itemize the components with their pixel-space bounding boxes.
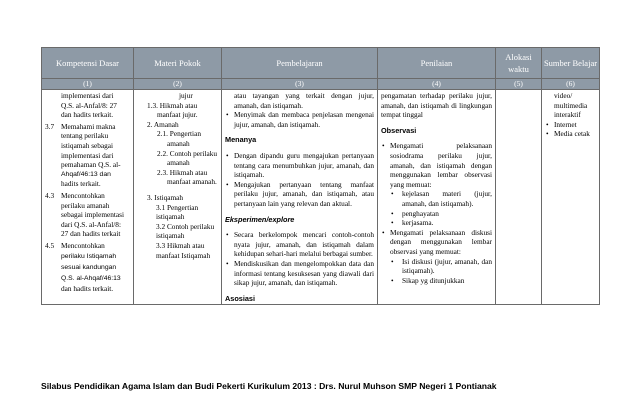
- col-number-4: (4): [378, 79, 496, 90]
- kompetensi-text-arabic: Q.S. al-Ahqaf/46:13: [61, 274, 121, 282]
- kompetensi-number: 4.3: [45, 190, 55, 200]
- kompetensi-text-arabic: sesuai kandungan: [61, 263, 117, 271]
- pembelajaran-item: • Mendiskusikan dan mengelompokkan data dan informasi tentang kesuksesan yang diawali dari sikap jujur, amanah, dan istiqamah.: [226, 258, 374, 288]
- materi-item: 3.3 Hikmah atau manfaat Istiqamah: [156, 240, 211, 260]
- materi-item: 2.3. Hikmah atau manfaat amanah.: [157, 167, 217, 187]
- pembelajaran-text: atau tayangan yang terkait dengan jujur, amanah, dan istiqamah.: [234, 91, 374, 110]
- sumber-item: • Media cetak: [546, 129, 590, 139]
- bullet-icon: •: [391, 218, 394, 228]
- kompetensi-number: 3.7: [45, 121, 55, 131]
- header-sumber: Sumber Belajar: [542, 48, 600, 79]
- header-kompetensi: Kompetensi Dasar: [42, 48, 134, 79]
- alokasi-cell: [496, 90, 542, 305]
- col-number-2: (2): [134, 79, 222, 90]
- col-number-1: (1): [42, 79, 134, 90]
- heading-observasi: Observasi: [381, 125, 417, 135]
- penilaian-cell: [378, 90, 496, 305]
- col-number-5: (5): [496, 79, 542, 90]
- materi-line: jujur: [179, 91, 193, 100]
- penilaian-subitem: • Isi diskusi (jujur, amanah, dan istiqamah).: [391, 256, 492, 276]
- header-row: [42, 48, 600, 79]
- col-number-3: (3): [222, 79, 378, 90]
- materi-item: 1.3. Hikmah atau manfaat jujur.: [147, 100, 198, 120]
- heading-eksperimen: Eksperimen/explore: [225, 214, 295, 224]
- penilaian-subitem: • penghayatan: [391, 208, 439, 218]
- bullet-icon: •: [226, 179, 229, 189]
- kompetensi-4-5: [42, 240, 133, 294]
- bullet-icon: •: [391, 256, 394, 266]
- bullet-icon: •: [226, 110, 229, 120]
- pembelajaran-item: • Secara berkelompok mencari contoh-contoh nyata jujur, amanah, dan istiqamah dalam kehidupan sehari-hari melalui berbagai sumber.: [226, 230, 374, 259]
- penilaian-item: • Mengamati pelaksanaan sosiodrama perilaku jujur, amanah, dan istiqamah dengan menggunakan lembar observasi yang memuat: • kejelasan materi (jujur, amanah, dan istiqamah). • penghayatan • kerjasama.: [382, 141, 492, 228]
- kompetensi-4-3: [42, 190, 133, 240]
- kompetensi-text: Mencontohkan perilaku amanah sebagai implementasi dari Q.S. al-Anfal/8: 27 dan hadits terkait: [61, 190, 125, 239]
- kompetensi-text: Mencontohkan: [61, 240, 105, 250]
- kompetensi-line: implementasi dari: [61, 91, 114, 100]
- penilaian-subitem: • Sikap yg ditunjukkan: [391, 275, 465, 285]
- kompetensi-text-arabic: Ahqaf/46:13 dan: [61, 170, 111, 178]
- bullet-icon: •: [546, 119, 549, 129]
- bullet-icon: •: [226, 150, 229, 160]
- penilaian-subitem: • kerjasama.: [391, 218, 434, 228]
- bullet-icon: •: [391, 208, 394, 218]
- kompetensi-cell: [42, 90, 134, 305]
- kompetensi-number: 4.5: [45, 240, 55, 250]
- sumber-cell: [542, 90, 600, 305]
- pembelajaran-item: • Mengajukan pertanyaan tentang manfaat perilaku jujur, amanah, dan istiqamah, atau pertanyaan lain yang relevan dan aktual.: [226, 179, 374, 208]
- penilaian-subitem: • kejelasan materi (jujur, amanah, dan istiqamah).: [391, 189, 492, 208]
- penilaian-text: pengamatan terhadap perilaku jujur, amanah, dan istiqamah di lingkungan tempat tinggal: [381, 91, 492, 120]
- kompetensi-text: dan hadits terkait.: [61, 283, 114, 293]
- kompetensi-text: hadits terkait.: [61, 179, 101, 189]
- content-row: [42, 90, 600, 305]
- materi-item: 2.2. Contoh perilaku amanah: [157, 148, 217, 168]
- kompetensi-text-arabic: perilaku Istiqamah: [61, 252, 117, 260]
- heading-asosiasi: Asosiasi: [225, 293, 256, 303]
- materi-item: 3. Istiqamah: [147, 192, 184, 202]
- materi-item: 2.1. Pengertian amanah: [157, 129, 201, 148]
- kompetensi-line: Q.S. al-Anfal/8: 27: [61, 100, 117, 110]
- kompetensi-3-7: [42, 121, 133, 190]
- heading-menanya: Menanya: [225, 135, 257, 145]
- bullet-icon: •: [382, 227, 385, 237]
- header-alokasi: Alokasi waktu: [496, 48, 542, 79]
- bullet-icon: •: [391, 275, 394, 285]
- pembelajaran-cell: [222, 90, 378, 305]
- header-penilaian: Penilaian: [378, 48, 496, 79]
- bullet-icon: •: [382, 141, 385, 151]
- materi-cell: [134, 90, 222, 305]
- page-footer: Silabus Pendidikan Agama Islam dan Budi Pekerti Kurikulum 2013 : Drs. Nurul Muhson SMP Negeri 1 Pontianak: [41, 381, 497, 391]
- syllabus-table: [41, 47, 600, 305]
- bullet-icon: •: [391, 189, 394, 199]
- col-number-6: (6): [542, 79, 600, 90]
- sumber-text: video/ multimedia interaktif: [554, 91, 588, 120]
- sumber-item: • Internet: [546, 119, 577, 129]
- materi-item: 3.2 Contoh perilaku istiqamah: [156, 221, 215, 241]
- bullet-icon: •: [226, 230, 229, 240]
- bullet-icon: •: [226, 258, 229, 268]
- penilaian-item: • Mengamati pelaksanaan diskusi dengan menggunakan lembar observasi yang memuat: • Isi diskusi (jujur, amanah, dan istiqamah). • Sikap yg ditunjukkan: [382, 227, 492, 285]
- header-materi: Materi Pokok: [134, 48, 222, 79]
- kompetensi-text: Memahami makna tentang perilaku istiqamah sebagai implementasi dari pemahaman Q.S. al-: [61, 121, 121, 170]
- pembelajaran-item: • Dengan dipandu guru mengajukan pertanyaan tentang cara menumbuhkan jujur, amanah, dan istiqamah.: [226, 150, 374, 180]
- materi-item: 2. Amanah: [147, 119, 179, 129]
- pembelajaran-item: • Menyimak dan membaca penjelasan mengenai jujur, amanah, dan istiqamah.: [226, 110, 374, 129]
- bullet-icon: •: [546, 129, 549, 139]
- header-pembelajaran: Pembelajaran: [222, 48, 378, 79]
- number-row: [42, 79, 600, 90]
- kompetensi-line: dan hadits terkait.: [61, 110, 114, 120]
- materi-item: 3.1 Pengertian istiqamah: [156, 202, 199, 222]
